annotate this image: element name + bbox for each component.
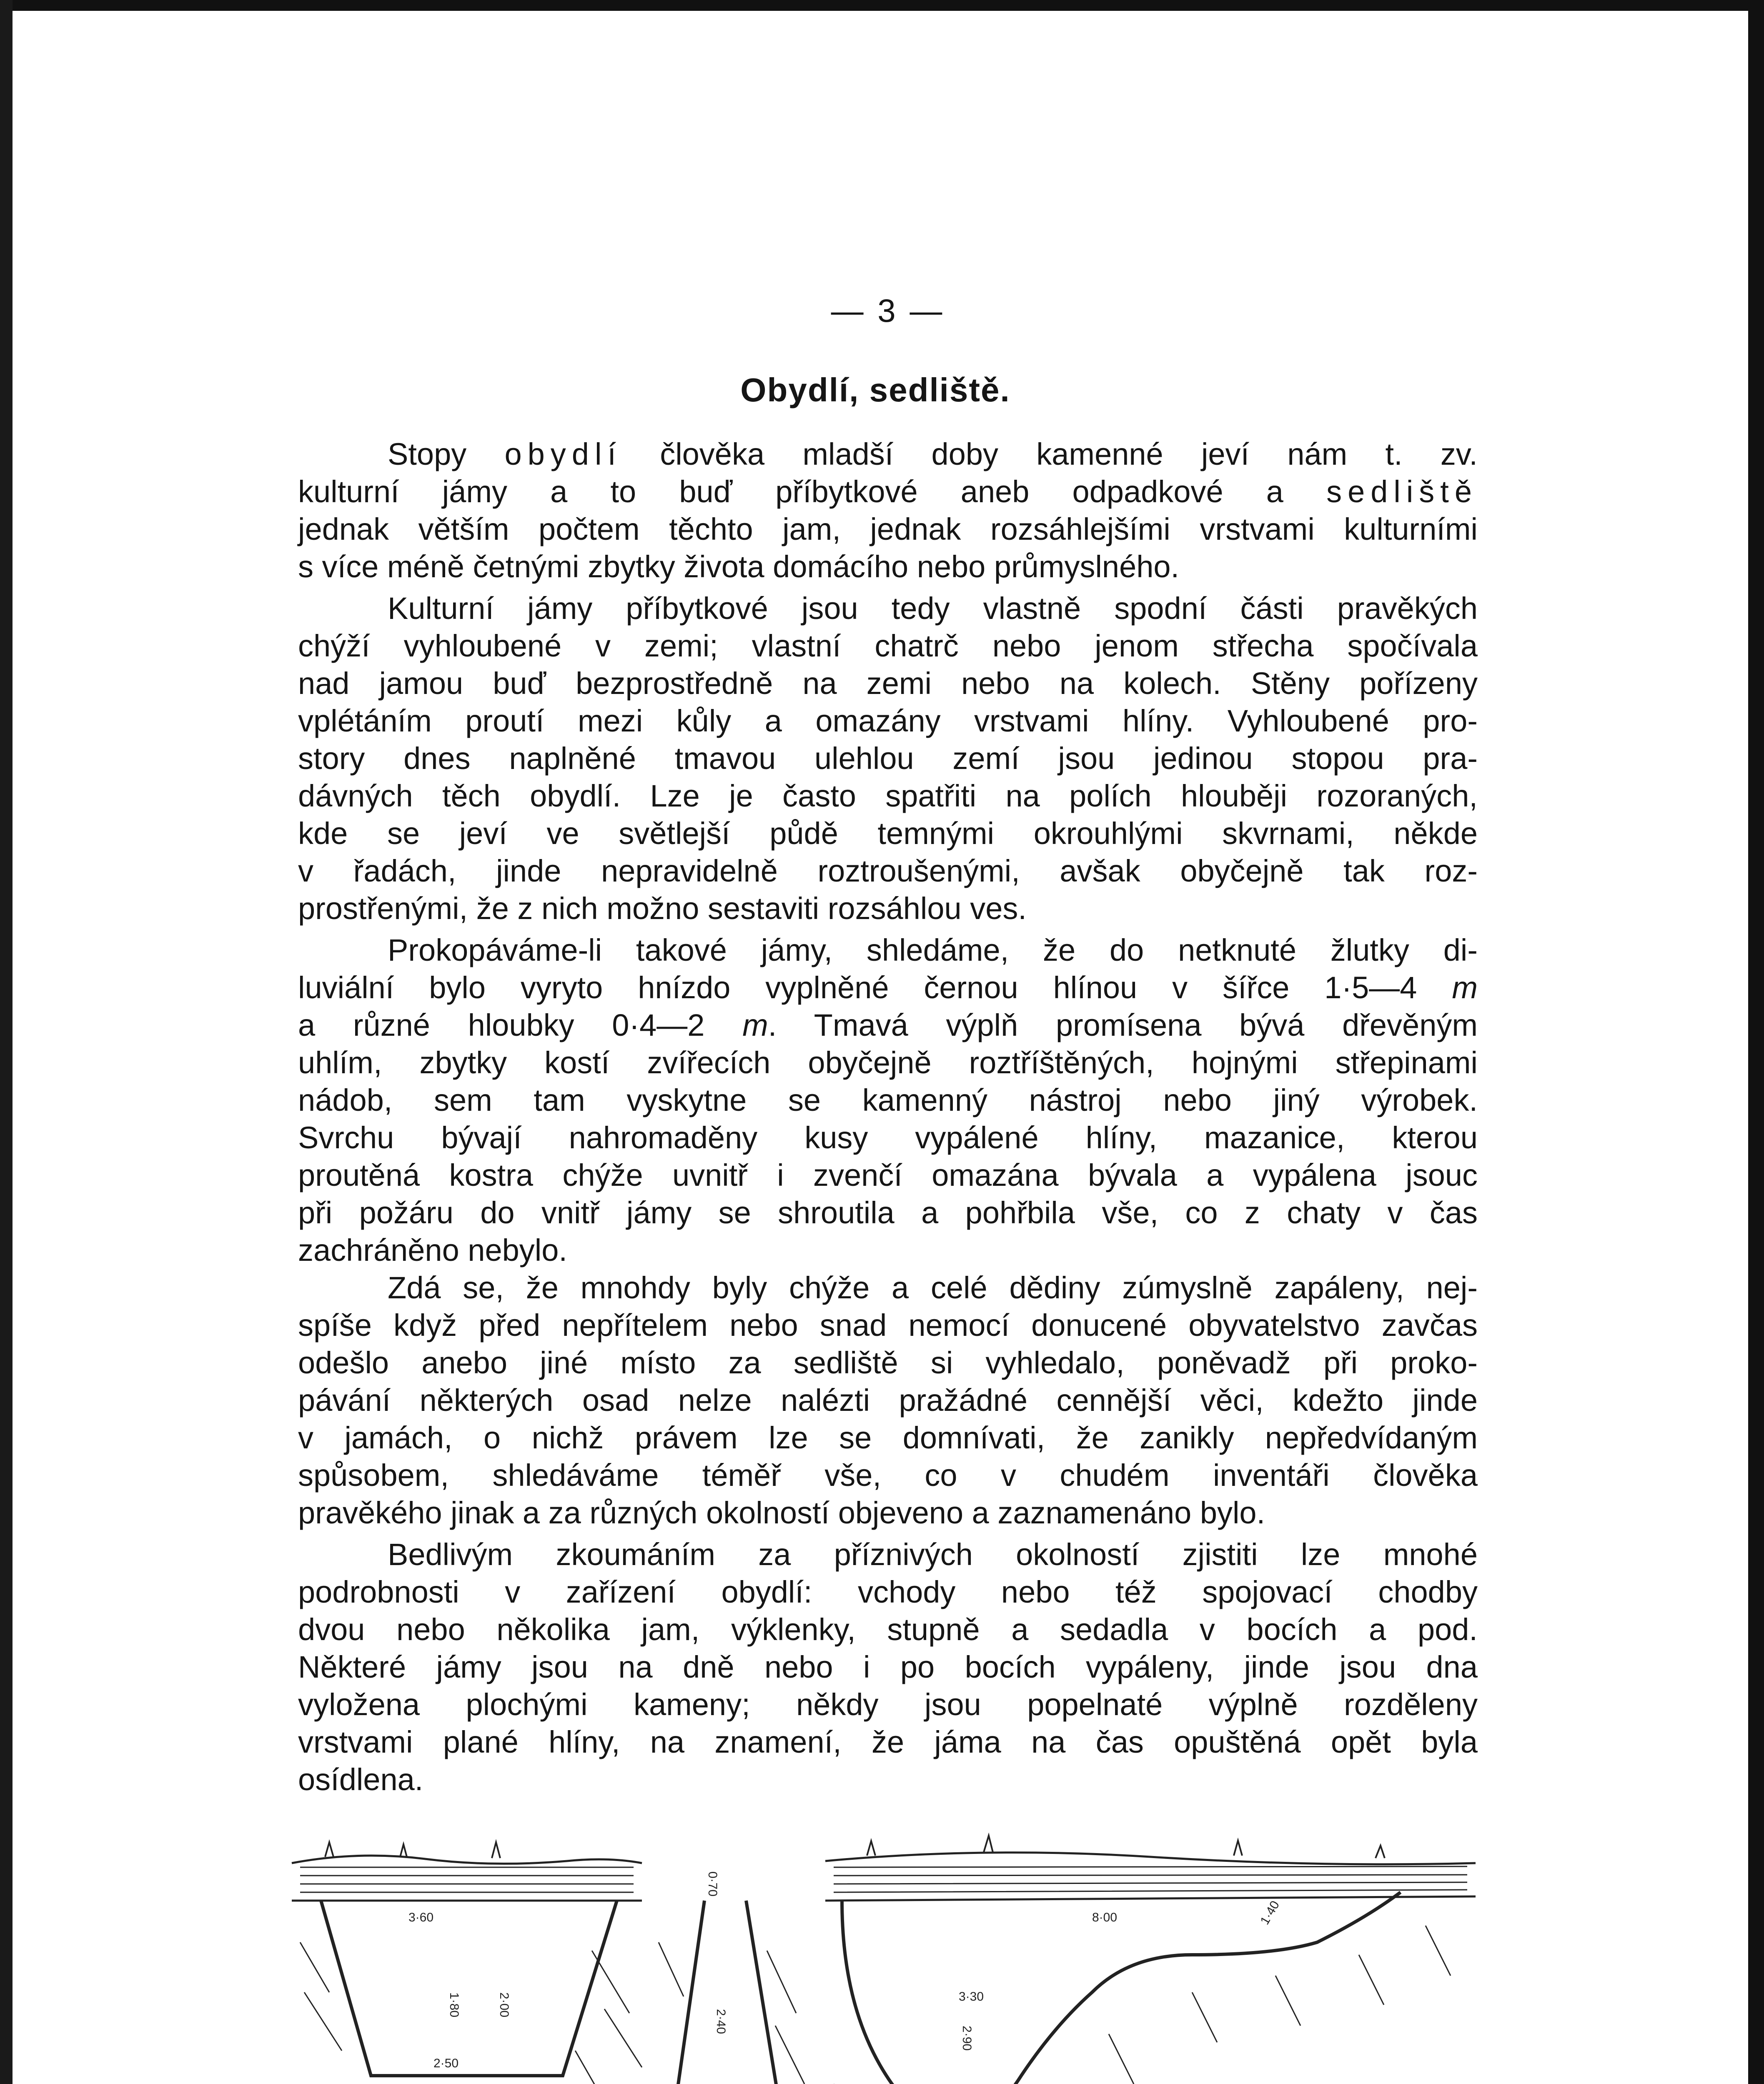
paragraph-5 bbox=[298, 1536, 1478, 1798]
text-line: nádob, sem tam vyskytne se kamenný nástroj nebo jiný výrobek. bbox=[298, 1083, 1478, 1117]
text-line: luviální bylo vyryto hnízdo vyplněné černou hlínou v šířce 1·5—4 m bbox=[298, 970, 1478, 1005]
text-line: uhlím, zbytky kostí zvířecích obyčejně roztříštěných, hojnými střepinami bbox=[298, 1045, 1478, 1080]
text-line: podrobnosti v zařízení obydlí: vchody nebo též spojovací chodby bbox=[298, 1575, 1478, 1609]
text-line: pravěkého jinak a za různých okolností objeveno a zaznamenáno bylo. bbox=[298, 1495, 1265, 1530]
text-line: dvou nebo několika jam, výklenky, stupně a sedadla v bocích a pod. bbox=[298, 1612, 1478, 1647]
text-line: v řadách, jinde nepravidelně roztroušenými, avšak obyčejně tak roz- bbox=[298, 854, 1478, 888]
text-line: při požáru do vnitř jámy se shroutila a pohřbila vše, co z chaty v čas bbox=[298, 1195, 1478, 1230]
text-line: Bedlivým zkoumáním za příznivých okolností zjistiti lze mnohé bbox=[388, 1537, 1478, 1572]
paragraph-1 bbox=[298, 436, 1478, 586]
text-line: dávných těch obydlí. Lze je často spatřiti na polích hlouběji rozoraných, bbox=[298, 779, 1478, 813]
text-line: Některé jámy jsou na dně nebo i po bocích vypáleny, jinde jsou dna bbox=[298, 1650, 1478, 1684]
figure-label: 0·70 bbox=[706, 1871, 719, 1897]
text-line: kulturní jámy a to buď příbytkové aneb odpadkové a sedliště bbox=[298, 474, 1478, 509]
pit-1-outline bbox=[321, 1901, 617, 2076]
figure-label: 3·30 bbox=[959, 1990, 984, 2004]
scan-left-border bbox=[0, 0, 13, 2084]
text-line: zachráněno nebylo. bbox=[298, 1233, 567, 1267]
figure-label: 2·00 bbox=[497, 1992, 511, 2018]
text-line: spůsobem, shledáváme téměř vše, co v chudém inventáři člověka bbox=[298, 1458, 1478, 1493]
text-line: pávání některých osad nelze nalézti pražádné cennější věci, kdežto jinde bbox=[298, 1383, 1478, 1418]
paragraph-4 bbox=[298, 1269, 1478, 1532]
paragraph-3 bbox=[298, 932, 1478, 1269]
page-number: — 3 — bbox=[831, 292, 945, 329]
figure-label: 2·90 bbox=[960, 2026, 974, 2051]
text-line: spíše když před nepřítelem nebo snad nemocí donucené obyvatelstvo zavčas bbox=[298, 1308, 1478, 1343]
text-line: Zdá se, že mnohdy byly chýže a celé dědiny zúmyslně zapáleny, nej- bbox=[388, 1270, 1478, 1305]
text-line: jednak větším počtem těchto jam, jednak rozsáhlejšími vrstvami kulturními bbox=[298, 512, 1478, 546]
pit-2-outline bbox=[675, 1901, 779, 2084]
ground-surface-right bbox=[825, 1853, 1476, 1864]
text-line: proutěná kostra chýže uvnitř i zvenčí omazána bývala a vypálena jsouc bbox=[298, 1158, 1478, 1192]
paragraph-2 bbox=[298, 590, 1478, 927]
pit-3-outline bbox=[842, 1892, 1401, 2084]
figure-label: 8·00 bbox=[1092, 1911, 1118, 1924]
pit-3-hatching bbox=[834, 1926, 1451, 2084]
section-title: Obydlí, sedliště. bbox=[740, 371, 1010, 408]
figure-label: 2·40 bbox=[714, 2009, 728, 2034]
text-line: s více méně četnými zbytky života domácího nebo průmyslného. bbox=[298, 549, 1180, 584]
text-line: Kulturní jámy příbytkové jsou tedy vlastně spodní části pravěkých bbox=[388, 591, 1478, 626]
ground-surface-left bbox=[292, 1856, 642, 1864]
text-line: kde se jeví ve světlejší půdě temnými okrouhlými skvrnami, někde bbox=[298, 816, 1478, 851]
scan-right-border bbox=[1748, 0, 1764, 2084]
text-line: vyložena plochými kameny; někdy jsou popelnaté výplně rozděleny bbox=[298, 1687, 1478, 1722]
scan-top-border bbox=[0, 0, 1764, 11]
pit-cross-section-figure bbox=[275, 1817, 1484, 2084]
figure-label: 2·50 bbox=[433, 2056, 459, 2070]
text-line: prostřenými, že z nich možno sestaviti rozsáhlou ves. bbox=[298, 891, 1027, 926]
unit: m bbox=[1452, 970, 1478, 1005]
text-line: osídlena. bbox=[298, 1762, 423, 1797]
unit: m bbox=[742, 1008, 768, 1042]
text-line: odešlo anebo jiné místo za sedliště si vyhledalo, poněvadž při proko- bbox=[298, 1345, 1478, 1380]
text-line: a různé hloubky 0·4—2 m. Tmavá výplň promísena bývá dřevěným bbox=[298, 1008, 1478, 1042]
text-line: story dnes naplněné tmavou ulehlou zemí jsou jedinou stopou pra- bbox=[298, 741, 1478, 776]
emphasis: sedliště bbox=[1326, 474, 1478, 509]
figure-label: 1·40 bbox=[1258, 1898, 1283, 1927]
text-line: chýží vyhloubené v zemi; vlastní chatrč nebo jenom střecha spočívala bbox=[298, 629, 1478, 663]
topsoil-hatching bbox=[300, 1866, 1467, 1892]
grass-tufts bbox=[325, 1836, 1385, 1858]
figure-label: 3·60 bbox=[408, 1911, 434, 1924]
emphasis: obydlí bbox=[504, 437, 622, 471]
text-line: Stopy obydlí člověka mladší doby kamenné jeví nám t. zv. bbox=[388, 437, 1478, 471]
text-line: Prokopáváme-li takové jámy, shledáme, že do netknuté žlutky di- bbox=[388, 933, 1478, 967]
text-line: v jamách, o nichž právem lze se domnívati, že zanikly nepředvídaným bbox=[298, 1420, 1478, 1455]
text-line: nad jamou buď bezprostředně na zemi nebo na kolech. Stěny pořízeny bbox=[298, 666, 1478, 701]
text-line: Svrchu bývají nahromaděny kusy vypálené hlíny, mazanice, kterou bbox=[298, 1120, 1478, 1155]
text-line: vplétáním proutí mezi kůly a omazány vrstvami hlíny. Vyhloubené pro- bbox=[298, 704, 1478, 738]
figure-label: 1·80 bbox=[447, 1992, 461, 2018]
text-line: vrstvami plané hlíny, na znamení, že jáma na čas opuštěná opět byla bbox=[298, 1725, 1478, 1759]
topsoil-base-right bbox=[825, 1896, 1476, 1901]
